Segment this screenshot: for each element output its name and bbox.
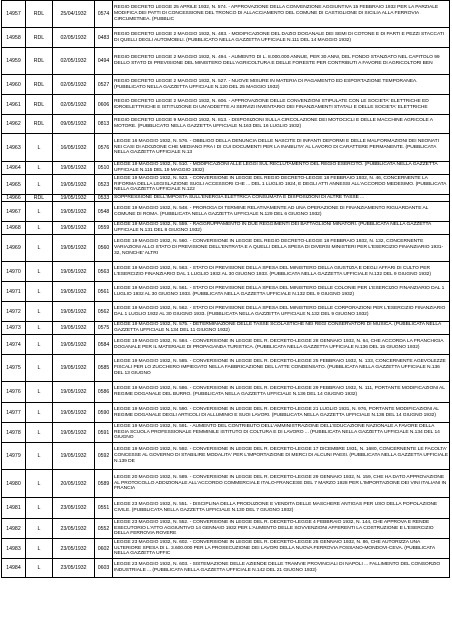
act-type-cell: L [26,443,53,470]
record-number-cell: 14970 [2,262,26,282]
act-date-cell: 19/05/1932 [53,322,95,335]
table-row [2,115,450,134]
act-description-cell: REGIO DECRETO LEGGE 2 MAGGIO 1932, N. 483. - MODIFICAZIONE DEL DAZIO DOGANALE DEI SEMI DI COTONE E DI PARTI E PEZZI STACCATI DI QUELLI DEGLI AUTOMOBILI. (PUBBLICATO NELLA GAZZETTA UFFICIALE N.111 DEL 14 MAGGIO 1932) [113,28,450,48]
act-type-cell: L [26,519,53,539]
act-description-cell: LEGGE 19 MAGGIO 1932, N. 575. - DETERMINAZIONE DELLE TASSE SCOLASTICHE NEI REGI CONSERVATORI DI MUSICA. (PUBBLICATA NELLA GAZZETTA UFFICIALE N.134 DEL 11 GIUGNO 1932) [113,322,450,335]
record-number-cell: 14957 [2,1,26,28]
record-number-cell: 14959 [2,48,26,75]
act-description-cell: LEGGE 19 MAGGIO 1932, N. 585. - CONVERSIONE IN LEGGE DEL R. DECRETO-LEGGE 25 FEBBRAIO 1932, N. 133, CONCERNENTE AGEVOLEZZE FISCALI PER LO ZUCCHERO IMPIEGATO NELLA FABBRICAZIONE DEL LATTE CONDENSATO. (PUBBLICATA NELLA GAZZETTA UFFICIALE N.136 DEL 13 GIUGNO [113,355,450,382]
act-code-cell: 0585 [95,355,113,382]
table-row [2,470,450,498]
record-number-cell: 14971 [2,282,26,302]
act-type-cell: L [26,202,53,222]
act-type-cell: L [26,539,53,559]
act-date-cell: 02/05/1932 [53,95,95,115]
act-type-cell: RDL [26,195,53,202]
record-number-cell: 14972 [2,302,26,322]
act-code-cell: 0551 [95,498,113,519]
act-date-cell: 19/05/1932 [53,302,95,322]
table-row [2,175,450,195]
act-date-cell: 19/05/1932 [53,195,95,202]
act-description-cell: LEGGE 23 MAGGIO 1932, N. 552. - CONVERSIONE IN LEGGE DEL R. DECRETO-LEGGE 4 FEBBRAIO 1932, N. 144, CHE APPROVA E RENDE ESECUTORIO L'ATTO AGGIUNTIVO 14 GENNAIO 1932 PER L'AUMENTO DELLE SOVVENZIONI AFFERENTI LA COSTRUZIONE E L'ESERCIZIO DELLA FERROVIA ROVERE [113,519,450,539]
act-description-cell: LEGGE 19 MAGGIO 1932, N. 560. - CONVERSIONE IN LEGGE DEL REGIO DECRETO-LEGGE 18 FEBBRAIO 1932, N. 132, CONCERNENTE VARIAZIONI ALLO STATO DI PREVISIONE DELL'ENTRATA E A QUELLI DELLA SPESA DI DIVERSI MINISTERI PER L'ESERCIZIO FINANZIARIO 1931-32, NONCHE' ALTRI [113,235,450,262]
act-description-cell: LEGGE 19 MAGGIO 1932, N. 592. - CONVERSIONE IN LEGGE DEL R. DECRETO-LEGGE 17 DICEMBRE 1931, N. 1680, CONCERNENTE LE FACOLTA' CONCESSE AL GOVERNO DI STABILIRE MODALITA' PER L'IMPORTAZIONE DI MERCI DI ALCUNI PAESI. (PUBBLICATA NELLA GAZZETTA UFFICIALE N.139 DE [113,443,450,470]
act-date-cell: 23/05/1932 [53,519,95,539]
act-type-cell: L [26,262,53,282]
act-type-cell: L [26,302,53,322]
record-number-cell: 14980 [2,470,26,498]
act-date-cell: 19/05/1932 [53,202,95,222]
act-type-cell: L [26,322,53,335]
table-row [2,302,450,322]
record-number-cell: 14966 [2,195,26,202]
record-number-cell: 14962 [2,115,26,134]
record-number-cell: 14984 [2,559,26,578]
table-row [2,1,450,28]
table-row [2,282,450,302]
table-row [2,355,450,382]
act-description-cell: LEGGE 23 MAGGIO 1932, N. 602. - CONVERSIONE IN LEGGE DEL R. DECRETO-LEGGE 25 GENNAIO 1932, N. 86, CHE AUTORIZZA UNA ULTERIORE SPESA DI L. 3.600.000 PER LA PROSECUZIONE DEI LAVORI DELLA NUOVA FERROVIA FOSSANO-MONDOVI-CEVA. (PUBBLICATA NELLA GAZZETTA UFFIC [113,539,450,559]
table-row [2,519,450,539]
legislation-table [1,0,450,578]
act-date-cell: 23/05/1932 [53,539,95,559]
act-type-cell: L [26,335,53,355]
act-date-cell: 19/05/1932 [53,335,95,355]
record-number-cell: 14969 [2,235,26,262]
table-row [2,443,450,470]
act-description-cell: LEGGE 19 MAGGIO 1932, N. 586. - CONVERSIONE IN LEGGE DEL R. DECRETO-LEGGE 29 FEBBRAIO 1932, N. 111, PORTANTE MODIFICAZIONI AL REGIME DOGANALE DEL BURRO. (PUBBLICATA NELLA GAZZETTA UFFICIALE N.136 DEL 14 GIUGNO 1932) [113,382,450,403]
act-type-cell: L [26,403,53,423]
table-row [2,95,450,115]
act-code-cell: 0562 [95,302,113,322]
act-type-cell: L [26,162,53,175]
act-code-cell: 0586 [95,382,113,403]
act-date-cell: 19/05/1932 [53,403,95,423]
record-number-cell: 14977 [2,403,26,423]
act-date-cell: 19/05/1932 [53,423,95,443]
act-type-cell: L [26,235,53,262]
act-date-cell: 25/04/1932 [53,1,95,28]
record-number-cell: 14978 [2,423,26,443]
act-date-cell: 23/05/1932 [53,559,95,578]
record-number-cell: 14960 [2,75,26,95]
record-number-cell: 14974 [2,335,26,355]
act-code-cell: 0591 [95,423,113,443]
act-type-cell: L [26,175,53,195]
act-code-cell: 0510 [95,162,113,175]
act-code-cell: 0563 [95,262,113,282]
act-code-cell: 0575 [95,322,113,335]
record-number-cell: 14983 [2,539,26,559]
table-row [2,235,450,262]
act-type-cell: L [26,282,53,302]
act-type-cell: L [26,470,53,498]
record-number-cell: 14981 [2,498,26,519]
record-number-cell: 14958 [2,28,26,48]
act-description-cell: LEGGE 19 MAGGIO 1932, N. 548. - PROROGA DI TERMINE RELATIVAMENTE AD UNA OPERAZIONE DI FINANZIAMENTO RIGUARDANTE AL COMUNE DI ROMA. (PUBBLICATA NELLA GAZZETTA UFFICIALE N.129 DEL 6 GIUGNO 1932) [113,202,450,222]
act-date-cell: 19/05/1932 [53,355,95,382]
act-date-cell: 19/05/1932 [53,235,95,262]
record-number-cell: 14964 [2,162,26,175]
act-type-cell: L [26,222,53,235]
table-row [2,48,450,75]
act-code-cell: 0590 [95,403,113,423]
act-date-cell: 02/05/1932 [53,75,95,95]
table-row [2,202,450,222]
act-code-cell: 0606 [95,95,113,115]
act-code-cell: 0560 [95,235,113,262]
table-row [2,28,450,48]
act-description-cell: LEGGE 23 MAGGIO 1932, N. 551. - DISCIPLINA DELLA PRODUZIONE E VENDITA DELLE MASCHERE ANTIGAS PER USO DELLA POPOLAZIONE CIVILE. (PUBBLICATA NELLA GAZZETTA UFFICIALE N.130 DEL 7 GIUGNO 1932) [113,498,450,519]
act-code-cell: 0813 [95,115,113,134]
act-date-cell: 02/05/1932 [53,48,95,75]
record-number-cell: 14975 [2,355,26,382]
table-row [2,75,450,95]
act-date-cell: 19/05/1932 [53,262,95,282]
act-code-cell: 0602 [95,539,113,559]
table-body [2,1,450,578]
act-type-cell: RDL [26,1,53,28]
act-date-cell: 16/05/1932 [53,134,95,162]
act-date-cell: 09/05/1932 [53,115,95,134]
act-description-cell: LEGGE 19 MAGGIO 1932, N. 584. - CONVERSIONE IN LEGGE DEL R. DECRETO-LEGGE 28 GENNAIO 1932, N. 64, CHE ACCORDA LA FRANCHIGIA DOGANALE PER IL MATERIALE DI PROPAGANDA TURISTICA. (PUBBLICATA NELLA GAZZETTA UFFICIALE N.136 DEL 15 GIUGNO 1932) [113,335,450,355]
table-row [2,262,450,282]
table-row [2,498,450,519]
act-date-cell: 19/05/1932 [53,175,95,195]
record-number-cell: 14973 [2,322,26,335]
act-code-cell: 0483 [95,28,113,48]
table-row [2,322,450,335]
act-description-cell: SOPPRESSIONE DELL'IMPOSTA SULL'ENERGIA ELETTRICA CONSUMATA E DISPOSIZIONI DI ALTRE TASSE ... [113,195,450,202]
act-type-cell: L [26,498,53,519]
act-code-cell: 0576 [95,134,113,162]
table-row [2,559,450,578]
act-description-cell: REGIO DECRETO LEGGE 2 MAGGIO 1932, N. 606. - APPROVAZIONE DELLE CONVENZIONI STIPULATE CON LE SOCIETA' ELETTRICHE ED IDROELETTRICHE E ISTITUZIONE DI UN'ADDETTE AI SERVIZI INVENTARIO DEI FINANZIAMENTI STATALI E DELLE SOCIETA' ELETTRICHE [113,95,450,115]
act-description-cell: REGIO DECRETO LEGGE 25 APRILE 1932, N. 574. - APPROVAZIONE DELLA CONVENZIONE AGGIUNTIVA 15 FEBBRAIO 1932 PER LA PARZIALE MODIFICA DEI PATTI DI CONCESSIONE DEL TRONCO DI ALLACCIAMENTO DEL COMUNE DI CASTIGLIONE DI SICILIA ALLA FERROVIA CIRCUMETNEA. (PUBBLIC [113,1,450,28]
act-code-cell: 0574 [95,1,113,28]
table-row [2,539,450,559]
act-type-cell: L [26,382,53,403]
table-row [2,162,450,175]
act-type-cell: RDL [26,75,53,95]
act-description-cell: LEGGE 19 MAGGIO 1932, N. 559. - RAGGRUPPAMENTO IN DUE REGGIMENTI DEI BATTAGLIONI MINATORI. (PUBBLICATA NELLA GAZZETTA UFFICIALE N.131 DEL 8 GIUGNO 1932) [113,222,450,235]
act-date-cell: 23/05/1932 [53,498,95,519]
record-number-cell: 14976 [2,382,26,403]
act-code-cell: 0527 [95,75,113,95]
act-code-cell: 0494 [95,48,113,75]
act-code-cell: 0559 [95,222,113,235]
act-date-cell: 02/05/1932 [53,28,95,48]
act-description-cell: LEGGE 19 MAGGIO 1932, N. 510. - MODIFICAZIONI ALLE LEGGI SUL RECLUTAMENTO DEL REGIO ESERCITO. (PUBBLICATA NELLA GAZZETTA UFFICIALE N.115 DEL 19 MAGGIO 1932) [113,162,450,175]
act-type-cell: RDL [26,48,53,75]
act-description-cell: LEGGE 19 MAGGIO 1932, N. 563. - STATO DI PREVISIONE DELLA SPESA DEL MINISTERO DELLA GIUSTIZIA E DEGLI AFFARI DI CULTO PER L'ESERCIZIO FINANZIARIO DAL 1 LUGLIO 1932 AL 30 GIUGNO 1933. (PUBBLICATA NELLA GAZZETTA UFFICIALE N.132 DEL 9 GIUGNO 1932) [113,262,450,282]
act-type-cell: RDL [26,115,53,134]
act-type-cell: L [26,423,53,443]
table-row [2,423,450,443]
table-row [2,403,450,423]
record-number-cell: 14967 [2,202,26,222]
table-row [2,222,450,235]
act-type-cell: RDL [26,28,53,48]
act-date-cell: 20/05/1932 [53,470,95,498]
act-code-cell: 0561 [95,282,113,302]
act-type-cell: L [26,355,53,382]
act-code-cell: 0589 [95,470,113,498]
act-date-cell: 19/05/1932 [53,382,95,403]
act-code-cell: 0523 [95,175,113,195]
act-code-cell: 0552 [95,519,113,539]
record-number-cell: 14968 [2,222,26,235]
act-date-cell: 19/05/1932 [53,222,95,235]
record-number-cell: 14979 [2,443,26,470]
act-code-cell: 0603 [95,559,113,578]
act-description-cell: REGIO DECRETO LEGGE 2 MAGGIO 1932, N. 494. - AUMENTO DI L. 8.000.000 ANNUE, PER 30 ANNI, DEL FONDO STANZIATO NEL CAPITOLO 99 DELLO STATO DI PREVISIONE DEL MINISTERO DELL'AGRICOLTURA E DELLE FORESTE PER CONTRIBUTI A FAVORE DI AGRICOLTORI BEN [113,48,450,75]
act-type-cell: L [26,134,53,162]
act-description-cell: LEGGE 19 MAGGIO 1932, N. 562. - STATO DI PREVISIONE DELLA SPESA DEL MINISTERO DELLE CORPORAZIONI PER L'ESERCIZIO FINANZIARIO DAL 1 LUGLIO 1932 AL 30 GIUGNO 1933. (PUBBLICATA NELLA GAZZETTA UFFICIALE N.132 DEL 9 GIUGNO 1932) [113,302,450,322]
table-row [2,335,450,355]
record-number-cell: 14982 [2,519,26,539]
act-type-cell: L [26,559,53,578]
act-code-cell: 0584 [95,335,113,355]
act-date-cell: 19/05/1932 [53,443,95,470]
act-code-cell: 0533 [95,195,113,202]
act-code-cell: 0548 [95,202,113,222]
act-description-cell: LEGGE 19 MAGGIO 1932, N. 523. - CONVERSIONE IN LEGGE DEL REGIO DECRETO-LEGGE 18 FEBBRAIO 1932, N. 46, CONCERNENTE LA RIFORMA DELLA LEGISLAZIONE SUGLI ACCESSORI CHE ... DEL 1 LUGLIO 1924, E DEGLI ATTI ANNESSI ALL'ACCORDO MEDESIMO. (PUBBLICATA NELLA GAZZETTA UFFICIALE N.122 [113,175,450,195]
act-date-cell: 19/05/1932 [53,282,95,302]
table-row [2,195,450,202]
act-description-cell: REGIO DECRETO LEGGE 2 MAGGIO 1932, N. 527. - NUOVE MISURE IN MATERIA DI PAGAMENTO ED ESPORTAZIONE TEMPORANEA. (PUBBLICATO NELLA GAZZETTA UFFICIALE N.120 DEL 25 MAGGIO 1932) [113,75,450,95]
table-row [2,134,450,162]
record-number-cell: 14965 [2,175,26,195]
act-description-cell: LEGGE 20 MAGGIO 1932, N. 589. - CONVERSIONE IN LEGGE DEL R. DECRETO-LEGGE 29 GENNAIO 1932, N. 159, CHE HA DATO APPROVAZIONE AL PROTOCOLLO ADDIZIONALE ALL'ACCORDO COMMERCIALE ITALO-FRANCESE DEL 7 MARZO 1928 PER L'IMPORTAZIONE DEI VINI ITALIANI IN FRANCIA [113,470,450,498]
act-description-cell: LEGGE 19 MAGGIO 1932, N. 591. - AUMENTO DEL CONTRIBUTO DELL'AMMINISTRAZIONE DELL'EDUCAZIONE NAZIONALE A FAVORE DELLA REGIA SCUOLA PROFESSIONALE FEMMINILE ISTITUTO DI COLTURA E DI LAVORO ... (PUBBLICATA NELLA GAZZETTA UFFICIALE N.134 DEL 14 GIUGNO [113,423,450,443]
record-number-cell: 14963 [2,134,26,162]
act-code-cell: 0592 [95,443,113,470]
act-description-cell: LEGGE 19 MAGGIO 1932, N. 561. - STATO DI PREVISIONE DELLA SPESA DEL MINISTERO DELLE COLONIE PER L'ESERCIZIO FINANZIARIO DAL 1 LUGLIO 1932 AL 30 GIUGNO 1933. (PUBBLICATA NELLA GAZZETTA UFFICIALE N.132 DEL 9 GIUGNO 1932) [113,282,450,302]
act-type-cell: RDL [26,95,53,115]
act-description-cell: LEGGE 23 MAGGIO 1932, N. 603. - SISTEMAZIONE DELLE AZIENDE DELLE TRAMVIE PROVINCIALI DI NAPOLI ... FALLIMENTO DEL CONSORZIO INDUSTRIALE ... (PUBBLICATA NELLA GAZZETTA UFFICIALE N.142 DEL 21 GIUGNO 1932) [113,559,450,578]
table-row [2,382,450,403]
act-description-cell: REGIO DECRETO LEGGE 9 MAGGIO 1932, N. 813. - DISPOSIZIONI SULLA CIRCOLAZIONE DEI MOTOCICLI E DELLE MACCHINE AGRICOLE A MOTORE. (PUBBLICATO NELLA GAZZETTA UFFICIALE N.163 DEL 16 LUGLIO 1932) [113,115,450,134]
act-description-cell: LEGGE 16 MAGGIO 1932, N. 576. - OBBLIGO DELLA DENUNCIA DELLE NASCITE DI INFANTI DEFORMI E DELLE MALFORMAZIONI DEI NEONATI NEI CASI DI ADOZIONE CHE MEDIANO FRA I DI CUI DOCUMENTI PER LA INABILITA' AL LAVORO DI CARATTERE PERMANENTE. (PUBBLICATA NELLA GAZZETTA UFFICIALE N.13 [113,134,450,162]
record-number-cell: 14961 [2,95,26,115]
act-description-cell: LEGGE 19 MAGGIO 1932, N. 590. - CONVERSIONE IN LEGGE DEL R. DECRETO-LEGGE 21 LUGLIO 1931, N. 976, PORTANTE MODIFICAZIONI AL REGIME DOGANALE DEGLI ARTICOLI DI ALLUMINIO E SUOI LAVORI. (PUBBLICATA NELLA GAZZETTA UFFICIALE N.136 DEL 14 GIUGNO 1932) [113,403,450,423]
act-date-cell: 19/05/1932 [53,162,95,175]
